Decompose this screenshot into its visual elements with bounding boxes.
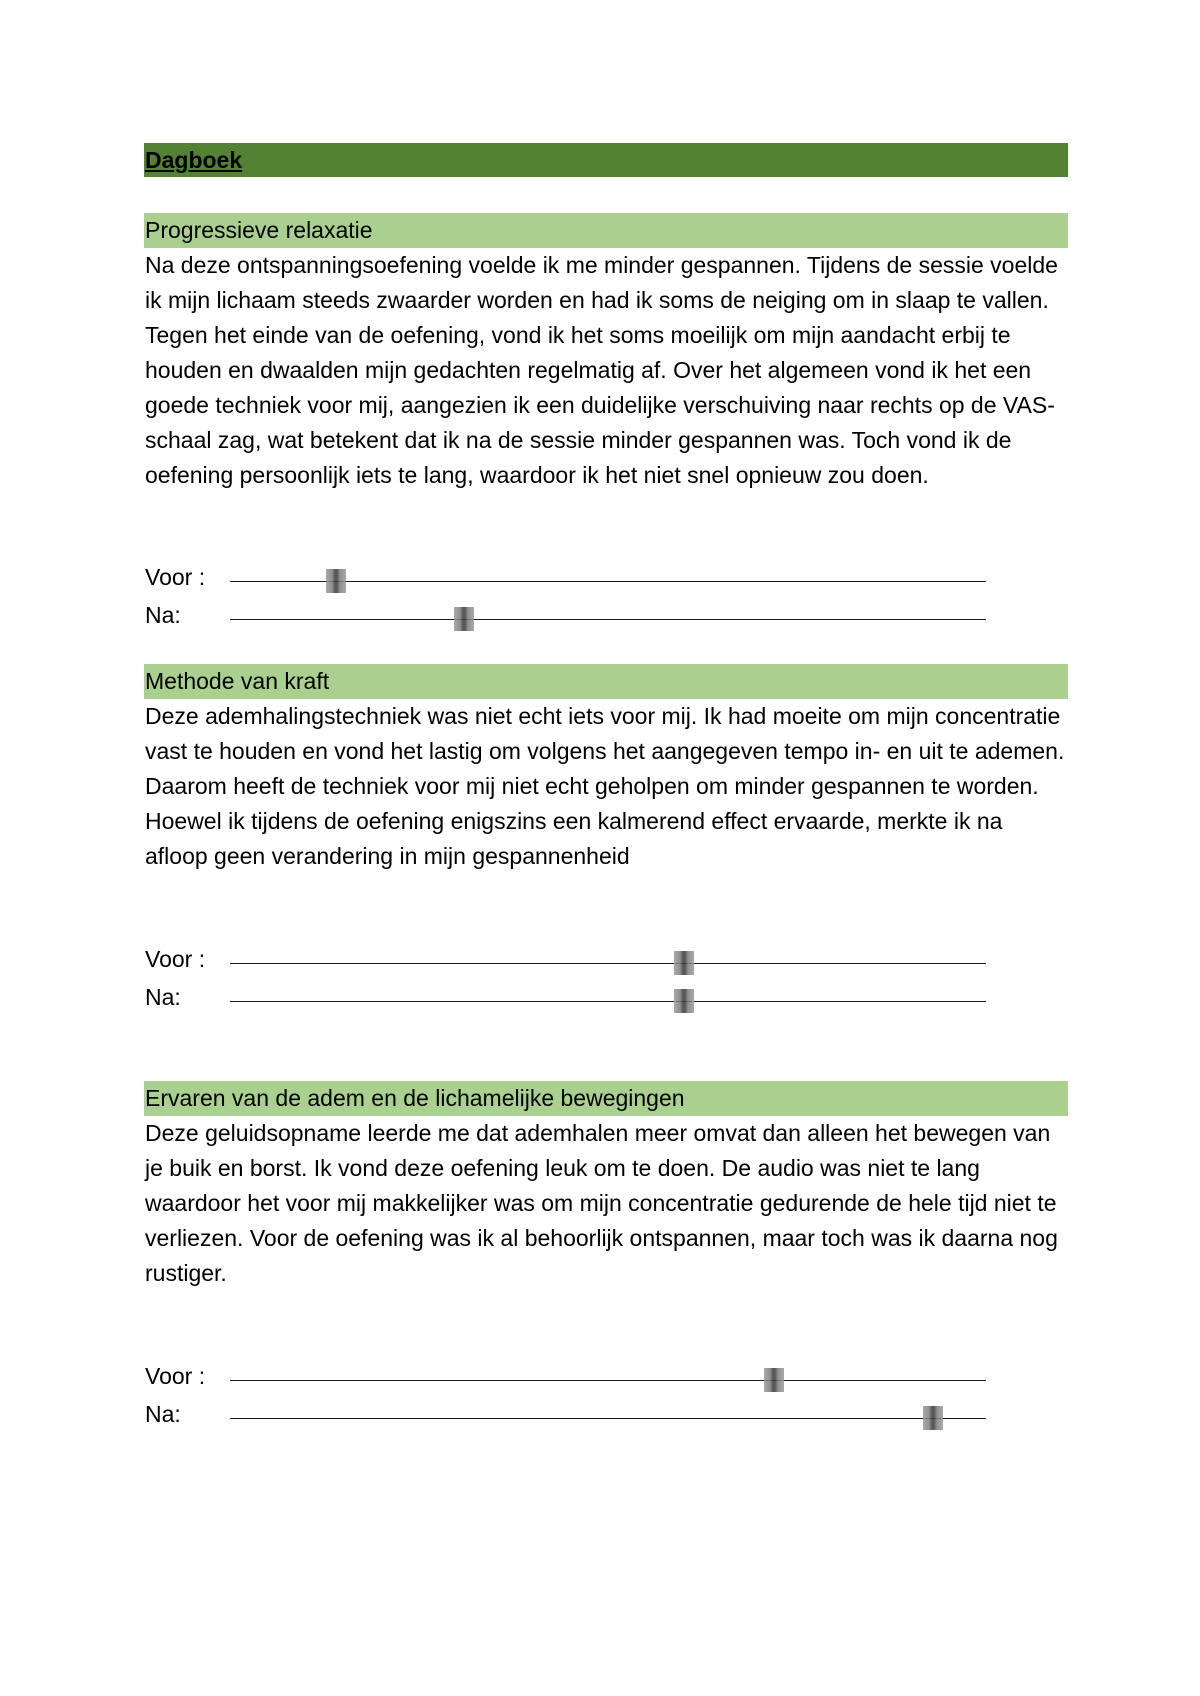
vas-line	[230, 1001, 986, 1002]
vas-marker[interactable]	[923, 1406, 943, 1430]
vas-marker[interactable]	[326, 569, 346, 593]
vas-row-na	[144, 979, 1068, 1015]
vas-row-na	[144, 597, 1068, 633]
document-page	[144, 143, 1068, 1427]
vas-line	[230, 619, 986, 620]
vas-marker[interactable]	[764, 1368, 784, 1392]
section-ervaren-van-de-adem	[144, 1081, 1068, 1291]
vas-label-na: Na:	[145, 602, 181, 628]
vas-scale-na[interactable]	[230, 1396, 986, 1432]
vas-scale-group	[144, 1358, 1068, 1434]
vas-line	[230, 1380, 986, 1381]
diary-title: Dagboek	[144, 143, 1068, 177]
vas-row-na	[144, 1396, 1068, 1432]
vas-scale-group	[144, 941, 1068, 1017]
section-body: Deze geluidsopname leerde me dat ademhalen meer omvat dan alleen het bewegen van je buik en borst. Ik vond deze oefening leuk om te doen. De audio was niet te lang waardoor het voor mij makkelijker was om mijn concentratie gedurende de hele tijd niet te verliezen. Voor de oefening was ik al behoorlijk ontspannen, maar toch was ik daarna nog rustiger.	[145, 1120, 1058, 1286]
vas-label-voor: Voor :	[145, 564, 206, 590]
vas-label-voor: Voor :	[145, 1363, 206, 1389]
vas-line	[230, 1418, 986, 1419]
vas-label-na: Na:	[145, 1401, 181, 1427]
vas-label-na: Na:	[145, 984, 181, 1010]
section-heading: Methode van kraft	[144, 664, 1068, 699]
vas-line	[230, 963, 986, 964]
vas-scale-voor[interactable]	[230, 941, 986, 977]
vas-scale-group	[144, 559, 1068, 635]
vas-marker[interactable]	[454, 607, 474, 631]
section-progressive-relaxation	[144, 213, 1068, 493]
section-body: Deze ademhalingstechniek was niet echt iets voor mij. Ik had moeite om mijn concentratie vast te houden en vond het lastig om volgens het aangegeven tempo in- en uit te ademen. Daarom heeft de techniek voor mij niet echt geholpen om minder gespannen te worden. Hoewel ik tijdens de oefening enigszins een kalmerend effect ervaarde, merkte ik na afloop geen verandering in mijn gespannenheid	[145, 703, 1065, 869]
section-methode-van-kraft	[144, 664, 1068, 874]
vas-label-voor: Voor :	[145, 946, 206, 972]
vas-scale-voor[interactable]	[230, 559, 986, 595]
section-heading: Ervaren van de adem en de lichamelijke bewegingen	[144, 1081, 1068, 1116]
section-body: Na deze ontspanningsoefening voelde ik me minder gespannen. Tijdens de sessie voelde ik mijn lichaam steeds zwaarder worden en had ik soms de neiging om in slaap te vallen. Tegen het einde van de oefening, vond ik het soms moeilijk om mijn aandacht erbij te houden en dwaalden mijn gedachten regelmatig af. Over het algemeen vond ik het een goede techniek voor mij, aangezien ik een duidelijke verschuiving naar rechts op de VAS-schaal zag, wat betekent dat ik na de sessie minder gespannen was. Toch vond ik de oefening persoonlijk iets te lang, waardoor ik het niet snel opnieuw zou doen.	[145, 252, 1058, 488]
vas-row-voor	[144, 559, 1068, 595]
vas-row-voor	[144, 941, 1068, 977]
vas-scale-na[interactable]	[230, 979, 986, 1015]
vas-row-voor	[144, 1358, 1068, 1394]
vas-scale-na[interactable]	[230, 597, 986, 633]
vas-marker[interactable]	[674, 989, 694, 1013]
vas-marker[interactable]	[674, 951, 694, 975]
section-heading: Progressieve relaxatie	[144, 213, 1068, 248]
vas-scale-voor[interactable]	[230, 1358, 986, 1394]
